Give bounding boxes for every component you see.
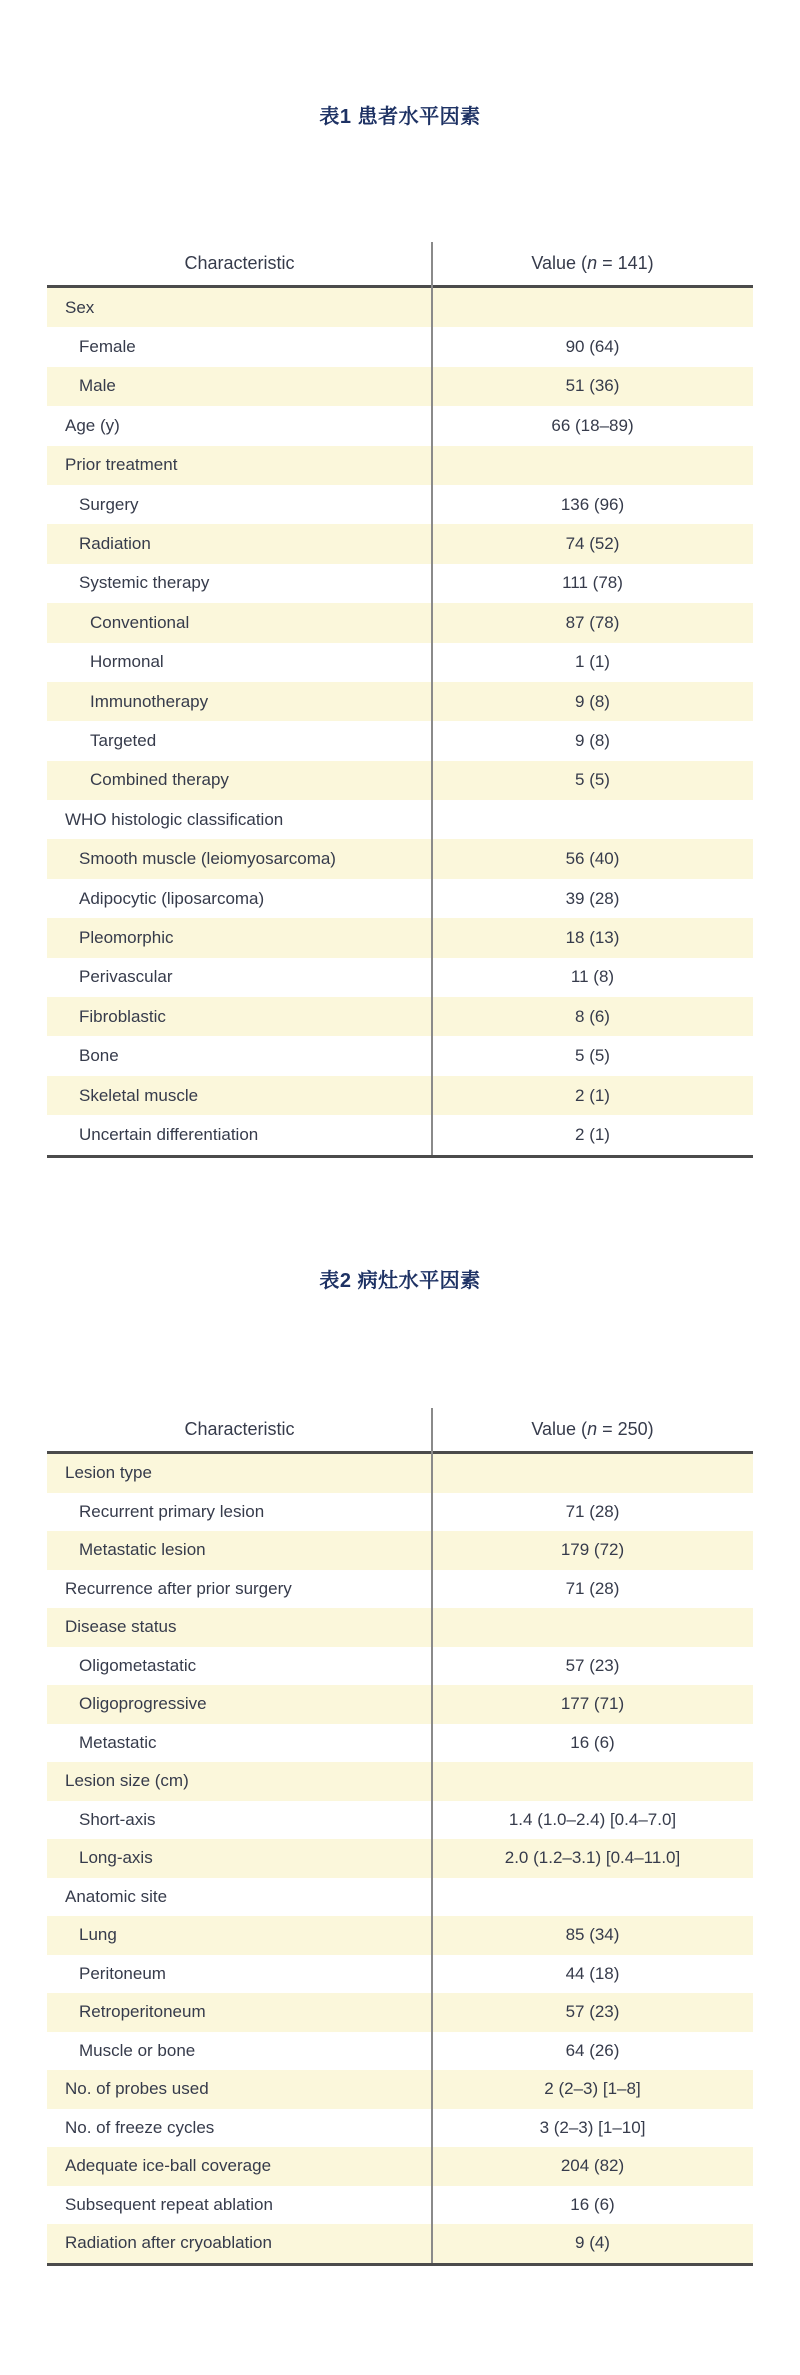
row-label: Surgery (79, 494, 139, 514)
column-divider-line (431, 242, 433, 1155)
table-row (47, 1570, 753, 1609)
value-header-prefix: Value ( (531, 253, 588, 273)
table-row (47, 446, 753, 485)
row-value: 3 (2–3) [1–10] (539, 2117, 646, 2137)
row-label: No. of probes used (65, 2079, 209, 2099)
table-row (47, 800, 753, 839)
table-row (47, 406, 753, 445)
table-row (47, 1036, 753, 1075)
row-value: 2 (2–3) [1–8] (544, 2079, 641, 2099)
row-label: Uncertain differentiation (79, 1124, 259, 1144)
table-row (47, 1493, 753, 1532)
row-value: 2 (1) (575, 1085, 610, 1105)
row-value: 74 (52) (565, 534, 620, 554)
row-value: 5 (5) (575, 770, 610, 790)
row-value: 2 (1) (575, 1124, 610, 1144)
row-value: 8 (6) (575, 1006, 610, 1026)
row-value: 16 (6) (570, 1732, 615, 1752)
row-label: Sex (65, 297, 95, 317)
row-label: Lesion size (cm) (65, 1771, 189, 1791)
table-row (47, 564, 753, 603)
row-value: 85 (34) (565, 1925, 620, 1945)
row-label: Targeted (90, 730, 157, 750)
row-label: Combined therapy (90, 770, 229, 790)
row-label: Bone (79, 1046, 119, 1066)
row-label: Hormonal (90, 652, 164, 672)
table2-col-header-value (432, 1419, 753, 1440)
table1-body (47, 288, 753, 1155)
table-row (47, 839, 753, 878)
row-value: 111 (78) (562, 573, 623, 593)
row-label: Perivascular (79, 967, 173, 987)
table-row (47, 918, 753, 957)
table1-col-header-characteristic: Characteristic (184, 253, 295, 273)
row-label: Conventional (90, 612, 190, 632)
row-value: 2.0 (1.2–3.1) [0.4–11.0] (504, 1848, 681, 1868)
row-value: 16 (6) (570, 2194, 615, 2214)
table-row (47, 1916, 753, 1955)
table-row (47, 958, 753, 997)
table2-body (47, 1454, 753, 2263)
row-value: 57 (23) (565, 1655, 620, 1675)
table2 (47, 1408, 753, 2266)
row-label: Systemic therapy (79, 573, 210, 593)
table2-header-row (47, 1408, 753, 1454)
table-row (47, 643, 753, 682)
table-row (47, 1531, 753, 1570)
table-row (47, 1839, 753, 1878)
table-row (47, 603, 753, 642)
row-label: Skeletal muscle (79, 1085, 199, 1105)
table-row (47, 1647, 753, 1686)
table-row (47, 682, 753, 721)
row-value: 44 (18) (565, 1963, 620, 1983)
row-value: 136 (96) (560, 494, 625, 514)
table-row (47, 2070, 753, 2109)
row-label: Prior treatment (65, 455, 178, 475)
row-value: 9 (4) (575, 2233, 610, 2253)
row-label: Recurrent primary lesion (79, 1501, 265, 1521)
row-label: Lesion type (65, 1463, 152, 1483)
row-label: WHO histologic classification (65, 809, 284, 829)
row-label: Recurrence after prior surgery (65, 1578, 292, 1598)
table1-col-header-value (432, 253, 753, 274)
row-value: 57 (23) (565, 2002, 620, 2022)
row-label: Immunotherapy (90, 691, 209, 711)
row-label: Muscle or bone (79, 2040, 196, 2060)
value-header-prefix: Value ( (531, 1419, 588, 1439)
row-label: Short-axis (79, 1809, 156, 1829)
table-row (47, 485, 753, 524)
row-value: 71 (28) (565, 1578, 620, 1598)
table2-col-header-characteristic: Characteristic (184, 1419, 295, 1439)
table-row (47, 327, 753, 366)
row-value: 5 (5) (575, 1046, 610, 1066)
row-label: Subsequent repeat ablation (65, 2194, 273, 2214)
value-header-n: n (587, 1419, 598, 1439)
row-label: Peritoneum (79, 1963, 166, 1983)
row-label: Long-axis (79, 1848, 153, 1868)
value-header-n: n (587, 253, 598, 273)
row-value: 39 (28) (565, 888, 620, 908)
row-label: Female (79, 337, 136, 357)
value-header-suffix: = 250) (597, 1419, 654, 1439)
table-row (47, 2224, 753, 2263)
row-label: Disease status (65, 1617, 177, 1637)
row-label: Fibroblastic (79, 1006, 166, 1026)
row-value: 18 (13) (565, 927, 620, 947)
table2-title: 表2 病灶水平因素 (319, 1270, 481, 1292)
table1 (47, 242, 753, 1158)
row-value: 51 (36) (565, 376, 620, 396)
table-row (47, 1608, 753, 1647)
row-label: Oligometastatic (79, 1655, 197, 1675)
row-value: 179 (72) (560, 1540, 625, 1560)
row-label: Adipocytic (liposarcoma) (79, 888, 265, 908)
table-row (47, 997, 753, 1036)
row-value: 1.4 (1.0–2.4) [0.4–7.0] (508, 1809, 677, 1829)
table-row (47, 721, 753, 760)
row-label: No. of freeze cycles (65, 2117, 215, 2137)
table-row (47, 1955, 753, 1994)
row-value: 9 (8) (575, 730, 610, 750)
table-row (47, 879, 753, 918)
table-row (47, 1993, 753, 2032)
row-value: 11 (8) (570, 967, 615, 987)
row-label: Smooth muscle (leiomyosarcoma) (79, 849, 336, 869)
row-value: 9 (8) (575, 691, 610, 711)
row-value: 56 (40) (565, 849, 620, 869)
value-header-suffix: = 141) (597, 253, 654, 273)
row-label: Anatomic site (65, 1886, 168, 1906)
row-label: Oligoprogressive (79, 1694, 207, 1714)
table-row (47, 367, 753, 406)
row-value: 71 (28) (565, 1501, 620, 1521)
table-row (47, 1801, 753, 1840)
row-label: Radiation after cryoablation (65, 2233, 272, 2253)
table-row (47, 761, 753, 800)
table-row (47, 2186, 753, 2225)
row-value: 66 (18–89) (551, 415, 634, 435)
row-value: 64 (26) (565, 2040, 620, 2060)
table-row (47, 524, 753, 563)
row-value: 1 (1) (575, 652, 610, 672)
table-row (47, 288, 753, 327)
table-row (47, 1762, 753, 1801)
table-row (47, 2032, 753, 2071)
table-row (47, 1115, 753, 1154)
row-value: 90 (64) (565, 337, 620, 357)
table1-header-row (47, 242, 753, 288)
row-label: Metastatic lesion (79, 1540, 206, 1560)
table-row (47, 1076, 753, 1115)
row-label: Age (y) (65, 415, 120, 435)
row-value: 177 (71) (560, 1694, 625, 1714)
row-label: Adequate ice-ball coverage (65, 2156, 272, 2176)
row-label: Pleomorphic (79, 927, 174, 947)
row-label: Metastatic (79, 1732, 157, 1752)
row-value: 87 (78) (565, 612, 620, 632)
row-value: 204 (82) (560, 2156, 625, 2176)
table-row (47, 1878, 753, 1917)
row-label: Radiation (79, 534, 151, 554)
table-row (47, 1454, 753, 1493)
table1-title: 表1 患者水平因素 (319, 106, 481, 128)
table-row (47, 1685, 753, 1724)
row-label: Lung (79, 1925, 117, 1945)
table-row (47, 2109, 753, 2148)
column-divider-line (431, 1408, 433, 2263)
row-label: Retroperitoneum (79, 2002, 206, 2022)
table-row (47, 2147, 753, 2186)
row-label: Male (79, 376, 116, 396)
table-row (47, 1724, 753, 1763)
